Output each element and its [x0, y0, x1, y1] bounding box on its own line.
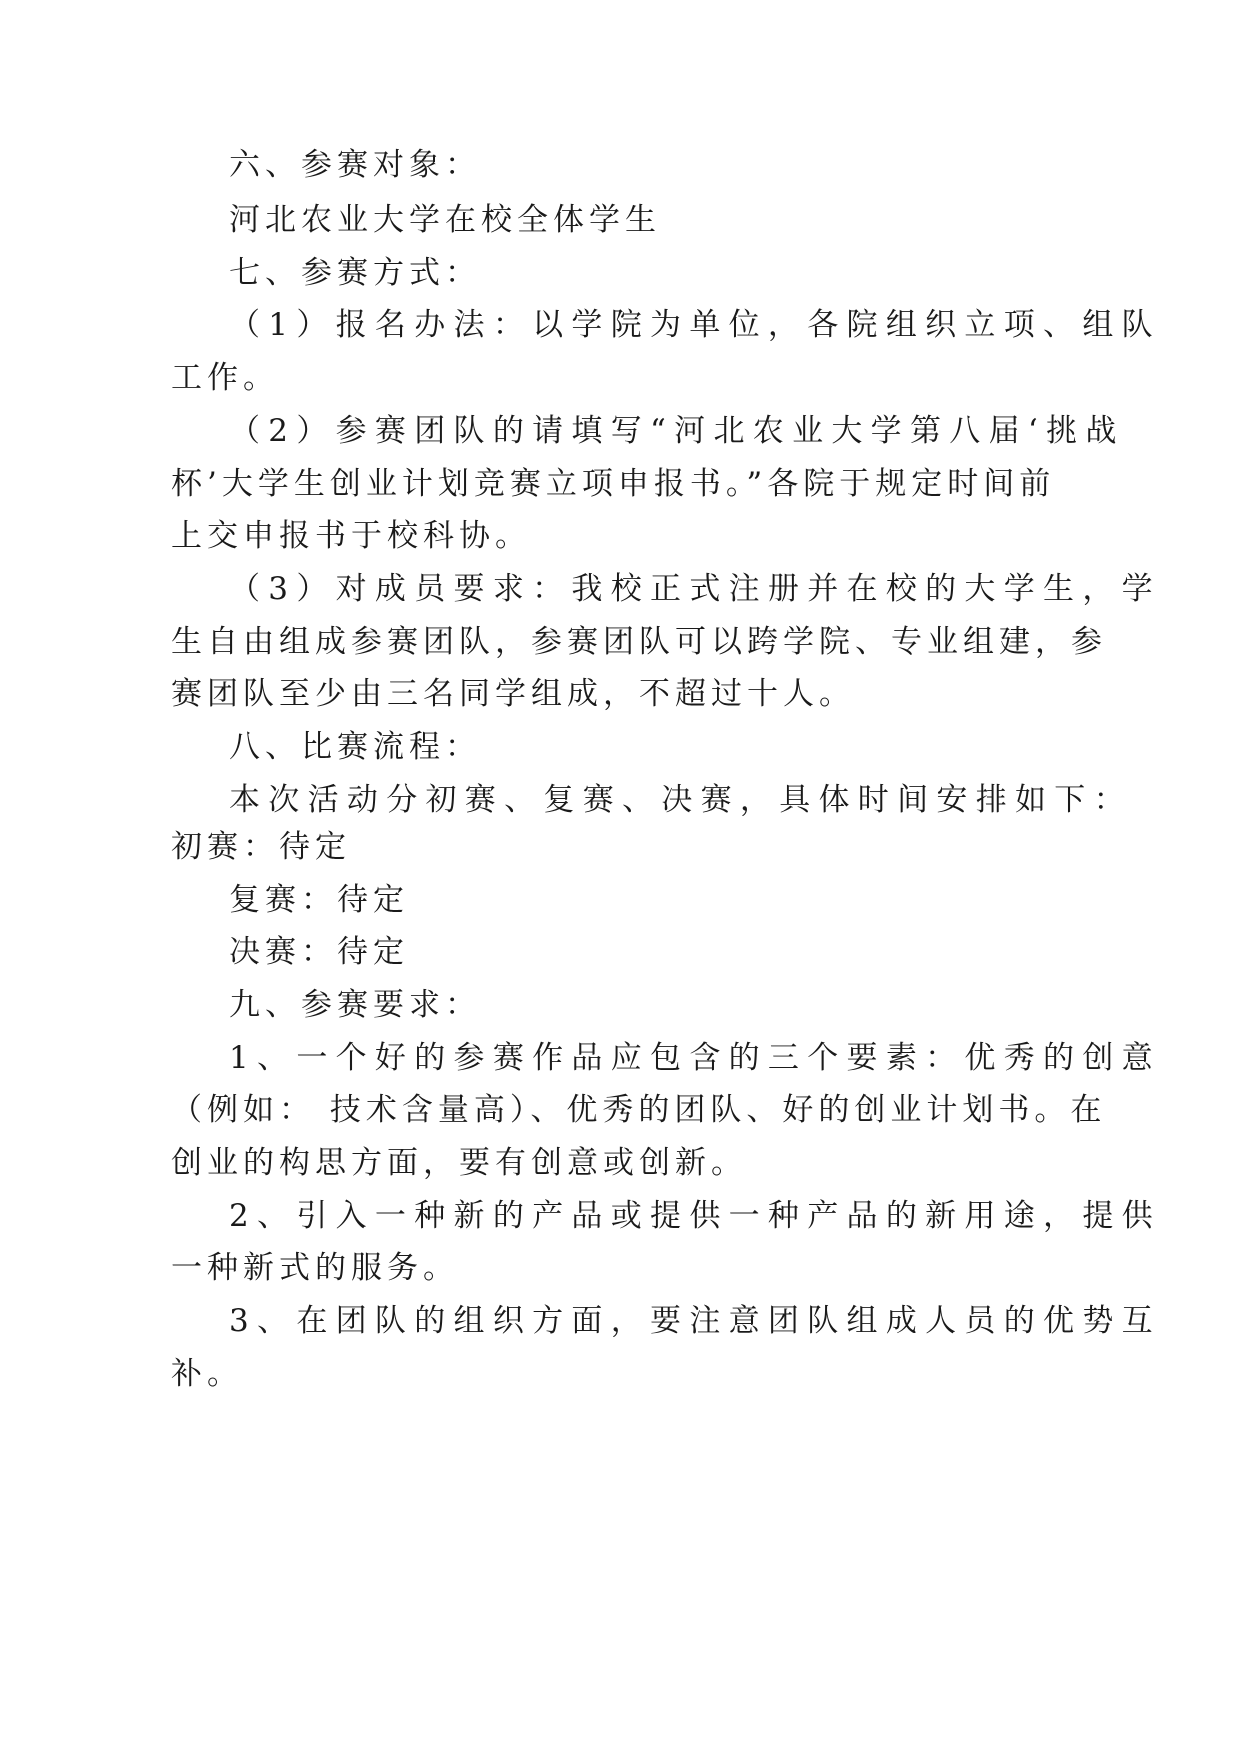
paragraph-line: 本次活动分初赛、复赛、决赛，具体时间安排如下： — [229, 782, 1133, 818]
paragraph-line: 补。 — [171, 1356, 243, 1392]
section-heading-participants: 六、参赛对象： — [229, 147, 481, 183]
paragraph-line: 创业的构思方面，要有创意或创新。 — [171, 1145, 747, 1181]
paragraph-line: 3、在团队的组织方面，要注意团队组成人员的优势互 — [229, 1303, 1161, 1339]
paragraph-line: 1、一个好的参赛作品应包含的三个要素：优秀的创意 — [229, 1040, 1161, 1076]
paragraph-line: （3）对成员要求：我校正式注册并在校的大学生，学 — [229, 571, 1161, 607]
paragraph-line: （例如： 技术含量高）、优秀的团队、好的创业计划书。在 — [171, 1092, 1107, 1128]
section-heading-requirements: 九、参赛要求： — [229, 987, 481, 1023]
paragraph-line: 2、引入一种新的产品或提供一种产品的新用途，提供 — [229, 1198, 1161, 1234]
paragraph-line: （1）报名办法：以学院为单位，各院组织立项、组队 — [229, 307, 1161, 343]
section-heading-process: 八、比赛流程： — [229, 729, 481, 765]
paragraph-line: 生自由组成参赛团队，参赛团队可以跨学院、专业组建，参 — [171, 624, 1107, 660]
section-heading-method: 七、参赛方式： — [229, 255, 481, 291]
paragraph-line: 一种新式的服务。 — [171, 1250, 459, 1286]
paragraph-line: 工作。 — [171, 360, 279, 396]
paragraph-line: 赛团队至少由三名同学组成，不超过十人。 — [171, 676, 855, 712]
paragraph-line: 河北农业大学在校全体学生 — [229, 202, 661, 238]
paragraph-line: 上交申报书于校科协。 — [171, 518, 531, 554]
schedule-semifinal: 复赛：待定 — [229, 882, 409, 918]
schedule-preliminary: 初赛：待定 — [171, 829, 351, 865]
paragraph-line: 杯’大学生创业计划竞赛立项申报书。”各院于规定时间前 — [171, 466, 1056, 502]
schedule-final: 决赛：待定 — [229, 934, 409, 970]
paragraph-line: （2）参赛团队的请填写“河北农业大学第八届‘挑战 — [229, 413, 1125, 449]
